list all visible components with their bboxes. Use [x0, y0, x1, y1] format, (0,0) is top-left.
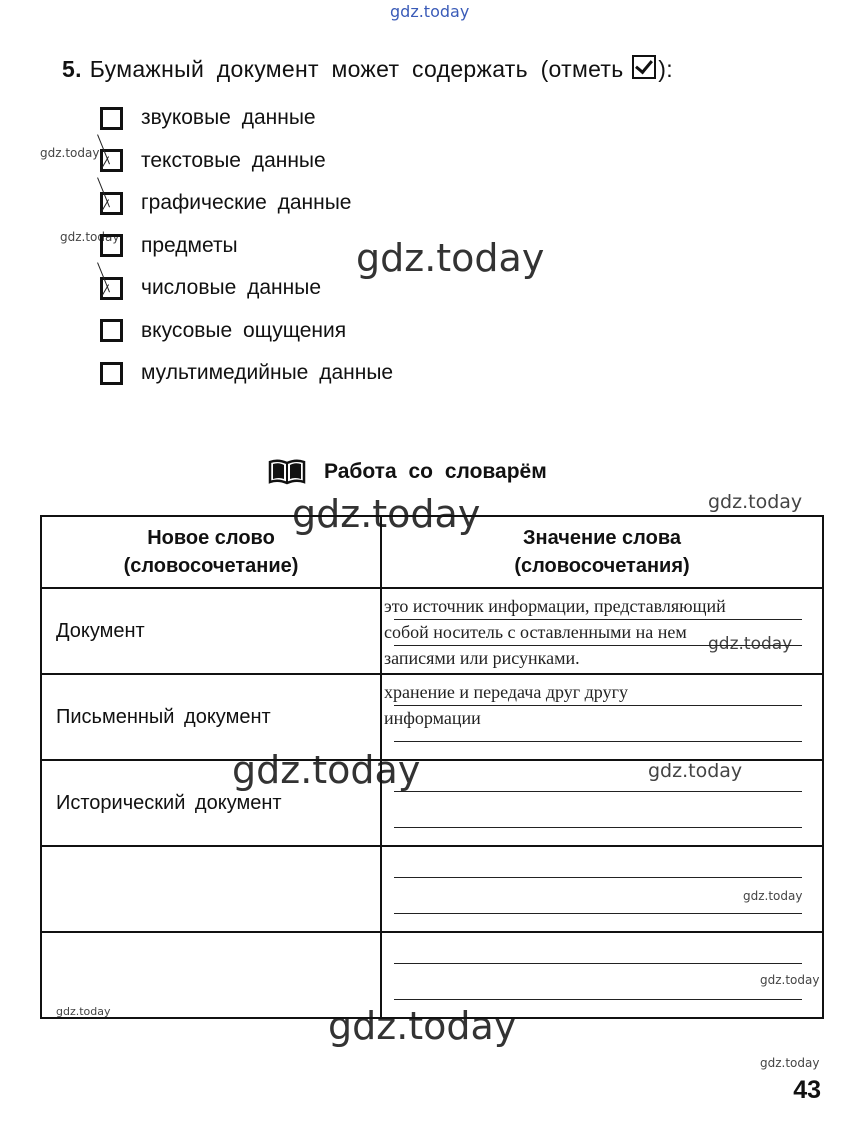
handwritten-meaning: это источник информации, представляющий собой носитель с оставленными на нем записями или рисунками.	[384, 596, 726, 668]
table-row	[41, 674, 823, 760]
task-suffix: ):	[658, 56, 673, 82]
header-meaning: Значение слова (словосочетания)	[381, 516, 823, 588]
watermark-small: gdz.today	[60, 230, 120, 244]
watermark-big: gdz.today	[328, 1004, 517, 1048]
table-row	[41, 588, 823, 674]
table-row	[41, 932, 823, 1018]
option-item[interactable]	[100, 352, 393, 395]
option-item[interactable]	[100, 140, 393, 183]
task-text: Бумажный документ может содержать (отметь	[89, 56, 624, 82]
option-label: звуковые данные	[141, 106, 316, 130]
checkbox[interactable]	[100, 234, 123, 257]
watermark-big: gdz.today	[292, 492, 481, 536]
option-label: мультимедийные данные	[141, 361, 394, 385]
meaning-cell[interactable]	[381, 760, 823, 846]
book-icon	[268, 458, 306, 486]
watermark-big: gdz.today	[356, 236, 545, 280]
checkbox-checked[interactable]	[100, 192, 123, 215]
task-number: 5.	[62, 56, 82, 82]
checkmark-box-icon	[632, 55, 656, 79]
option-label: вкусовые ощущения	[141, 318, 347, 342]
checkbox-checked[interactable]	[100, 277, 123, 300]
option-item[interactable]	[100, 267, 393, 310]
options-list	[100, 97, 393, 395]
word-cell: Письменный документ	[41, 674, 381, 760]
meaning-cell[interactable]	[381, 674, 823, 760]
checkbox[interactable]	[100, 319, 123, 342]
dictionary-table	[40, 515, 824, 1019]
option-item[interactable]	[100, 310, 393, 353]
option-label: графические данные	[141, 191, 352, 215]
option-label: числовые данные	[141, 276, 322, 300]
meaning-cell[interactable]	[381, 588, 823, 674]
watermark-small: gdz.today	[40, 146, 100, 160]
meaning-cell[interactable]	[381, 846, 823, 932]
option-label: предметы	[141, 233, 238, 257]
dictionary-heading	[268, 458, 547, 486]
table-row	[41, 760, 823, 846]
watermark-mid: gdz.today	[708, 491, 803, 513]
watermark-mid: gdz.today	[648, 760, 743, 782]
option-item[interactable]	[100, 225, 393, 268]
checkbox-checked[interactable]	[100, 149, 123, 172]
word-cell: Документ	[41, 588, 381, 674]
word-cell	[41, 846, 381, 932]
option-label: текстовые данные	[141, 148, 326, 172]
word-cell	[41, 932, 381, 1018]
watermark-top: gdz.today	[390, 2, 470, 21]
table-header-row	[41, 516, 823, 588]
checkbox[interactable]	[100, 107, 123, 130]
header-new-word: Новое слово (словосочетание)	[41, 516, 381, 588]
handwritten-meaning: хранение и передача друг другу информации	[384, 682, 628, 728]
watermark-small: gdz.today	[56, 1005, 111, 1018]
meaning-cell[interactable]	[381, 932, 823, 1018]
word-cell: Исторический документ	[41, 760, 381, 846]
watermark-small: gdz.today	[760, 973, 820, 987]
table-row	[41, 846, 823, 932]
task-5	[62, 55, 673, 83]
watermark-small: gdz.today	[760, 1056, 820, 1070]
watermark-small: gdz.today	[743, 889, 803, 903]
watermark-big: gdz.today	[232, 748, 421, 792]
watermark-mid: gdz.today	[708, 634, 793, 654]
checkbox[interactable]	[100, 362, 123, 385]
dictionary-title: Работа со словарём	[324, 460, 547, 483]
page-number: 43	[793, 1076, 821, 1104]
option-item[interactable]	[100, 182, 393, 225]
option-item[interactable]	[100, 97, 393, 140]
